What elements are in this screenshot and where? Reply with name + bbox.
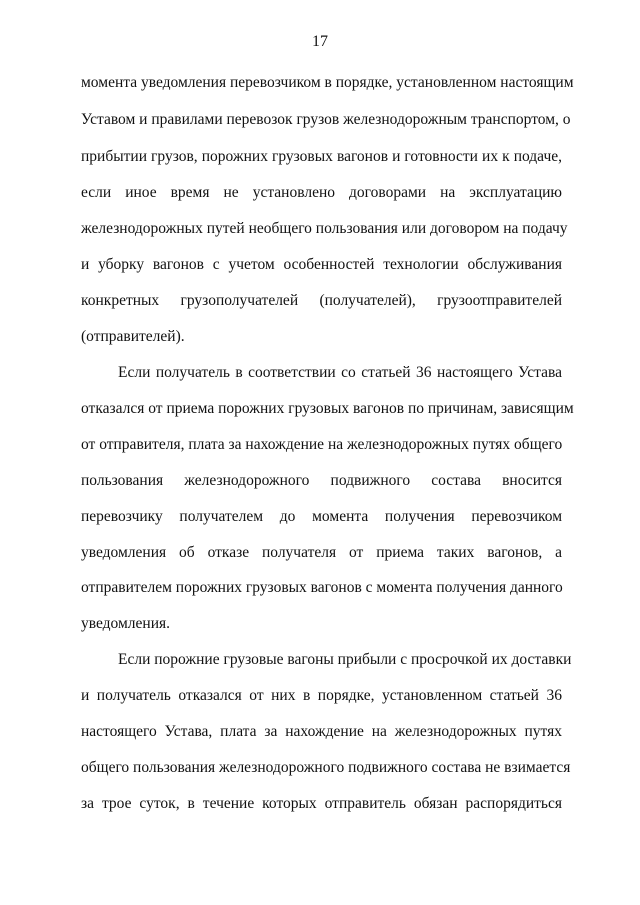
text-line: и уборку вагонов с учетом особенностей технологии обслуживания <box>81 256 562 273</box>
text-line: и получатель отказался от них в порядке, установленном статьей 36 <box>81 687 562 704</box>
text-line: уведомления. <box>81 615 171 632</box>
paragraph-first-line: Если получатель в соответствии со статьей 36 настоящего Устава <box>118 364 562 381</box>
text-line: момента уведомления перевозчиком в порядке, установленном настоящим <box>81 74 574 91</box>
text-line: перевозчику получателем до момента получения перевозчиком <box>81 508 562 525</box>
text-line: уведомления об отказе получателя от приема таких вагонов, а <box>81 544 562 561</box>
text-line: от отправителя, плата за нахождение на железнодорожных путях общего <box>81 436 563 453</box>
text-line: (отправителей). <box>81 328 185 345</box>
page-number: 17 <box>312 33 328 50</box>
text-line: отправителем порожних грузовых вагонов с момента получения данного <box>81 579 563 596</box>
text-line: если иное время не установлено договорами на эксплуатацию <box>81 184 562 201</box>
paragraph-first-line: Если порожние грузовые вагоны прибыли с просрочкой их доставки <box>118 651 572 668</box>
text-line: настоящего Устава, плата за нахождение на железнодорожных путях <box>81 723 562 740</box>
text-line: за трое суток, в течение которых отправитель обязан распорядиться <box>81 795 562 812</box>
text-line: конкретных грузополучателей (получателей), грузоотправителей <box>81 292 562 309</box>
text-line: прибытии грузов, порожних грузовых вагонов и готовности их к подаче, <box>81 148 562 165</box>
text-line: железнодорожных путей необщего пользования или договором на подачу <box>81 220 568 237</box>
text-line: отказался от приема порожних грузовых вагонов по причинам, зависящим <box>81 400 574 417</box>
text-line: пользования железнодорожного подвижного состава вносится <box>81 472 562 489</box>
text-line: общего пользования железнодорожного подвижного состава не взимается <box>81 759 571 776</box>
text-line: Уставом и правилами перевозок грузов железнодорожным транспортом, о <box>81 111 571 128</box>
